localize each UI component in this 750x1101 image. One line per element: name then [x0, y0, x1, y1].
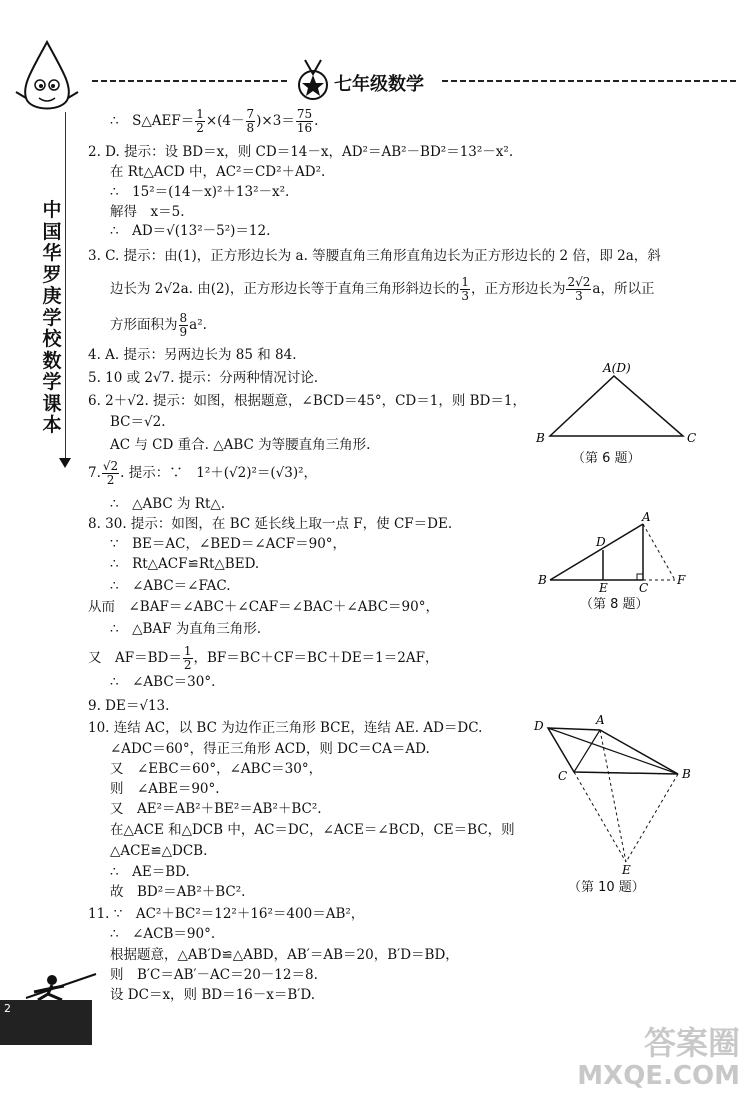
- text-line: 2. D. 提示：设 BD＝x，则 CD＝14－x，AD²＝AB²－BD²＝13²－x².: [88, 144, 514, 160]
- line-q3-b: 边长为 2√2a. 由(2)，正方形边长等于直角三角形斜边长的 $\frac{1}{3}$ ，正方形边长为 $\frac{2√2}{3}$ a，所以正: [110, 275, 655, 303]
- text-line: 3. C. 提示：由(1)，正方形边长为 a. 等腰直角三角形直角边长为正方形边长的 2 倍，即 2a，斜: [88, 248, 661, 264]
- line-af: 又 AF＝BD＝ $\frac{1}{2}$ ，BF＝BC＋CF＝BC＋DE＝1＝2AF，: [88, 644, 439, 672]
- text-line: 11. ∵ AC²＋BC²＝12²＋16²＝400＝AB²，: [88, 906, 365, 922]
- text-line: 根据题意，△AB′D≌△ABD，AB′＝AB＝20，B′D＝BD，: [110, 947, 459, 963]
- fraction: $\frac{2√2}{3}$: [567, 275, 591, 303]
- text-line: ∴ 15²＝(14－x)²＋13²－x².: [110, 184, 290, 200]
- fig8-label-b: B: [538, 573, 547, 587]
- fraction: $\frac{75}{16}$: [296, 107, 313, 135]
- text-line: ∴ AE＝BD.: [110, 864, 190, 880]
- text-line: ∴ △BAF 为直角三角形.: [110, 621, 262, 637]
- fig10-label-d: D: [534, 719, 544, 733]
- medal-icon: [293, 58, 333, 102]
- figure-10-caption: （第 10 题）: [568, 880, 645, 895]
- text-line: 设 DC＝x，则 BD＝16－x＝B′D.: [110, 987, 316, 1003]
- header-title: 七年级数学: [334, 74, 424, 95]
- watermark-logo: 答案圈: [643, 1024, 740, 1062]
- text-line: 则 ∠ABE＝90°.: [110, 781, 220, 797]
- header-rule-right: [442, 80, 738, 82]
- fig6-label-a: A(D): [603, 361, 631, 375]
- series-title: [42, 200, 62, 437]
- fig10-label-a: A: [596, 713, 605, 727]
- text-line: 9. DE＝√13.: [88, 698, 170, 714]
- line-aef: ∴ S△AEF＝ $\frac{1}{2}$ ×(4－ $\frac{7}{8}$ )×3＝ $\frac{75}{16}$ .: [110, 107, 319, 135]
- line-q3-c: 方形面积为 $\frac{8}{9}$ a².: [110, 311, 207, 339]
- figure-8: [535, 510, 695, 595]
- series-char: 校: [42, 328, 62, 350]
- fig8-label-a: A: [642, 510, 651, 524]
- watermark-url: MXQE.COM: [577, 1061, 740, 1091]
- text-line: ∴ AD＝√(13²－5²)＝12.: [110, 223, 271, 239]
- fig8-label-c: C: [639, 581, 649, 595]
- fig10-label-c: C: [558, 769, 568, 783]
- text-line: 又 AE²＝AB²＋BE²＝AB²＋BC².: [110, 801, 322, 817]
- figure-6-caption: （第 6 题）: [572, 451, 641, 466]
- series-char: 学: [42, 306, 62, 329]
- series-char: 本: [42, 414, 62, 436]
- series-char: 罗: [42, 263, 62, 286]
- line-q7: 7. $\frac{√2}{2}$ . 提示：∵ 1²＋(√2)²＝(√3)²，: [88, 459, 318, 487]
- fig8-label-d: D: [596, 535, 606, 549]
- text-line: ∵ BE＝AC，∠BED＝∠ACF＝90°，: [110, 536, 347, 552]
- fraction: $\frac{1}{2}$: [183, 644, 192, 672]
- series-char: 华: [42, 242, 62, 264]
- fraction: $\frac{7}{8}$: [246, 107, 255, 135]
- text-line: 6. 2＋√2. 提示：如图，根据题意，∠BCD＝45°，CD＝1，则 BD＝1，: [88, 393, 526, 409]
- figure-8-caption: （第 8 题）: [580, 597, 649, 612]
- arrow-down-icon: [59, 458, 71, 468]
- text-line: 从而 ∠BAF＝∠ABC＋∠CAF＝∠BAC＋∠ABC＝90°，: [88, 599, 439, 615]
- figure-10: [530, 712, 700, 877]
- header-rule-left: [92, 80, 290, 82]
- text-line: 解得 x＝5.: [110, 204, 185, 220]
- text-line: AC 与 CD 重合. △ABC 为等腰直角三角形.: [110, 437, 371, 453]
- text-line: 8. 30. 提示：如图，在 BC 延长线上取一点 F，使 CF＝DE.: [88, 516, 453, 532]
- fraction: $\frac{1}{2}$: [196, 107, 204, 135]
- text-line: ∠ADC＝60°，得正三角形 ACD，则 DC＝CA＝AD.: [110, 741, 430, 757]
- fraction: $\frac{√2}{2}$: [102, 459, 119, 487]
- fraction: $\frac{1}{3}$: [461, 275, 469, 303]
- text-line: ∴ Rt△ACF≌Rt△BED.: [110, 556, 260, 572]
- text-line: 故 BD²＝AB²＋BC².: [110, 884, 246, 900]
- page-number-box: [0, 1000, 92, 1045]
- series-char: 中: [42, 199, 62, 221]
- text-line: BC＝√2.: [110, 414, 166, 430]
- series-char: 国: [42, 220, 62, 243]
- text-line: ∴ ∠ABC＝∠FAC.: [110, 578, 231, 594]
- fig8-label-e: E: [599, 581, 608, 595]
- text-line: 则 B′C＝AB′－AC＝20－12＝8.: [110, 967, 318, 983]
- text-line: ∴ ∠ABC＝30°.: [110, 674, 216, 690]
- text-line: △ACE≌△DCB.: [110, 843, 208, 859]
- fig6-label-c: C: [687, 431, 697, 445]
- header-left-ornament: [12, 40, 82, 120]
- text-line: ∴ △ABC 为 Rt△.: [110, 496, 226, 512]
- page-number: 2: [4, 1002, 11, 1015]
- text-line: 5. 10 或 2√7. 提示：分两种情况讨论.: [88, 370, 319, 386]
- text-line: 在 Rt△ACD 中，AC²＝CD²＋AD².: [110, 164, 326, 180]
- fig10-label-e: E: [622, 863, 631, 877]
- text-line: 在△ACE 和△DCB 中，AC＝DC，∠ACE＝∠BCD，CE＝BC，则: [110, 822, 515, 838]
- mascot-drop-icon: [12, 40, 82, 120]
- text-line: 10. 连结 AC，以 BC 为边作正三角形 BCE，连结 AE. AD＝DC.: [88, 720, 483, 736]
- side-rule: [65, 112, 66, 462]
- fraction: $\frac{8}{9}$: [179, 311, 188, 339]
- fig6-label-b: B: [536, 431, 545, 445]
- fig10-label-b: B: [682, 767, 691, 781]
- series-char: 课: [42, 392, 62, 415]
- text-line: 又 ∠EBC＝60°，∠ABC＝30°，: [110, 761, 323, 777]
- triangle-abc: [550, 376, 683, 436]
- text-line: ∴ ∠ACB＝90°.: [110, 926, 216, 942]
- fig8-label-f: F: [677, 573, 686, 587]
- series-char: 学: [42, 371, 62, 393]
- text-line: 4. A. 提示：另两边长为 85 和 84.: [88, 347, 297, 363]
- series-char: 数: [42, 349, 62, 372]
- watermark: [577, 1025, 740, 1091]
- runner-icon: [18, 968, 98, 1004]
- series-char: 庚: [42, 285, 62, 307]
